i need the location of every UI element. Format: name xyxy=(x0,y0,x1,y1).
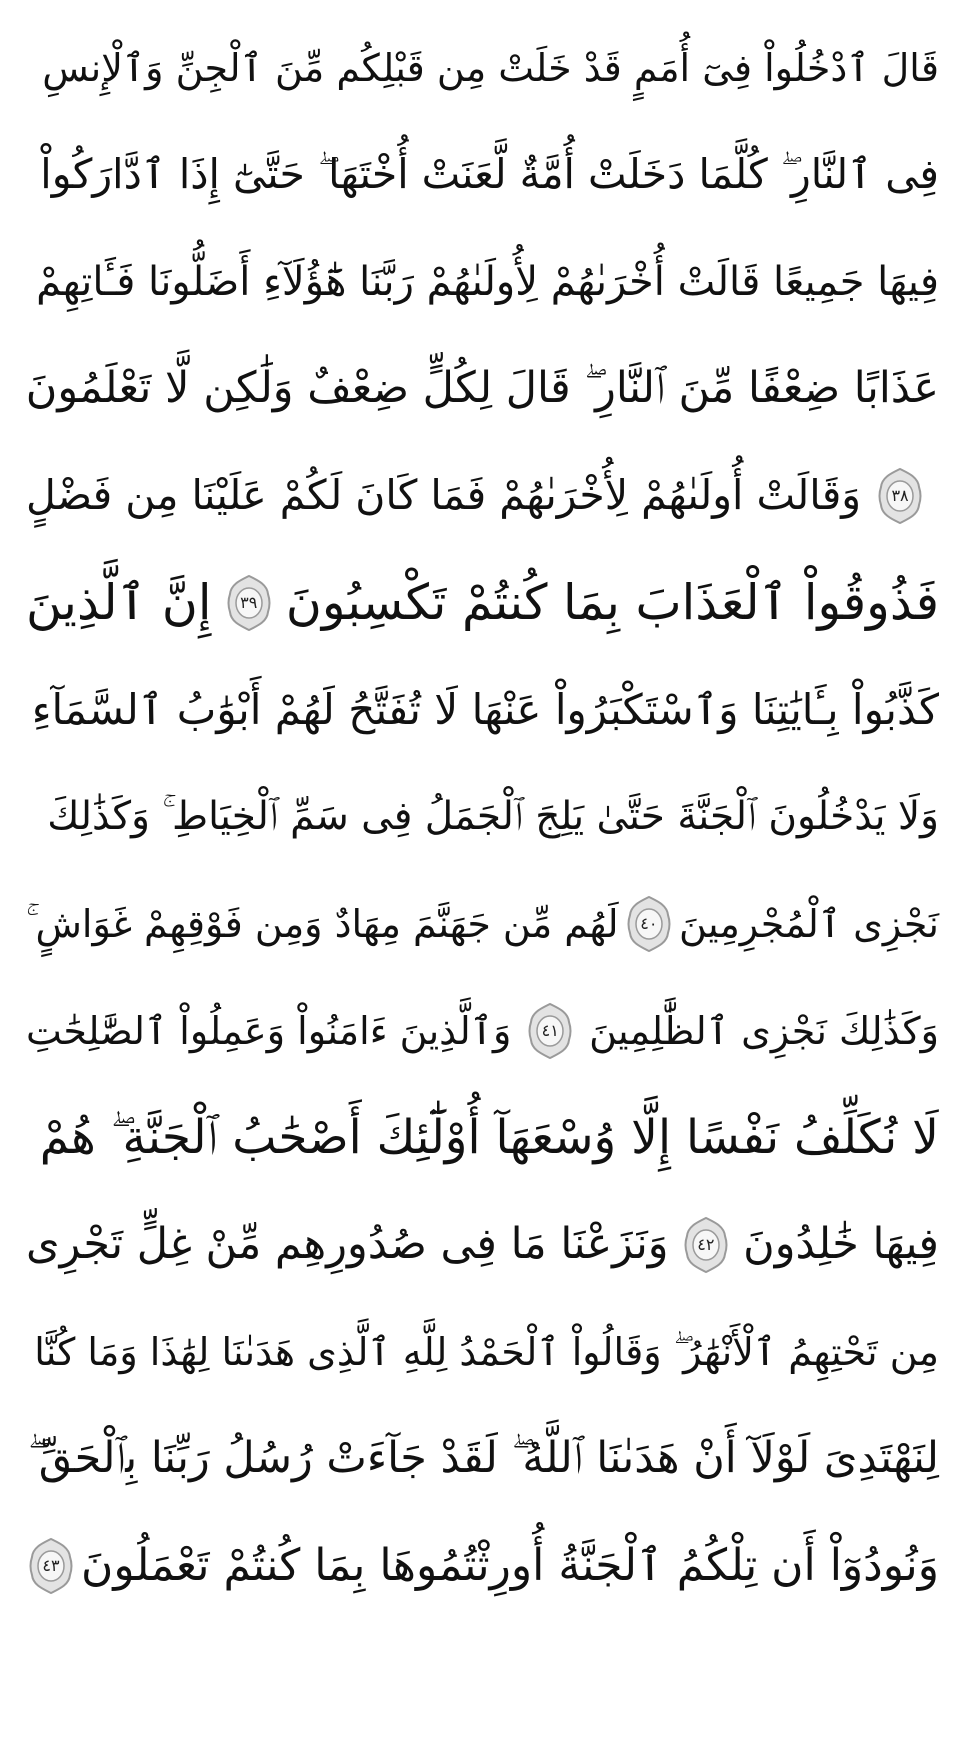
verse-text: وَقَالَتْ أُولَىٰهُمْ لِأُخْرَىٰهُمْ فَمَا كَانَ لَكُمْ عَلَيْنَا مِن فَضْلٍ xyxy=(26,471,862,519)
verse-text: فِى ٱلنَّارِ ۖ كُلَّمَا دَخَلَتْ أُمَّةٌ لَّعَنَتْ أُخْتَهَا ۖ حَتَّىٰٓ إِذَا ٱدَّارَكُواْ xyxy=(40,150,939,198)
ayah-number-marker xyxy=(528,1002,572,1060)
text-line xyxy=(26,656,939,763)
verse-text: فِيهَا خَٰلِدُونَ xyxy=(743,1219,939,1269)
verse-text: وَكَذَٰلِكَ نَجْزِى ٱلظَّٰلِمِينَ xyxy=(589,1008,939,1053)
verse-text: لَهُم مِّن جَهَنَّمَ مِهَادٌ وَمِن فَوْقِهِمْ غَوَاشٍ ۚ xyxy=(26,901,619,946)
verse-text: مِن تَحْتِهِمُ ٱلْأَنْهَٰرُ ۖ وَقَالُواْ ٱلْحَمْدُ لِلَّهِ ٱلَّذِى هَدَىٰنَا لِهَٰذَا وَمَا كُنَّا xyxy=(34,1329,939,1374)
ayah-number-marker xyxy=(29,1537,73,1595)
ayah-number: ٤٢ xyxy=(697,1235,715,1254)
ayah-number-marker xyxy=(627,895,671,953)
verse-text: عَذَابًا ضِعْفًا مِّنَ ٱلنَّارِ ۖ قَالَ لِكُلٍّ ضِعْفٌ وَلَٰكِن لَّا تَعْلَمُونَ xyxy=(25,363,939,413)
text-line xyxy=(26,1405,939,1512)
ayah-number-marker xyxy=(684,1216,728,1274)
ayah-number-marker xyxy=(878,467,922,525)
verse-text: إِنَّ ٱلَّذِينَ xyxy=(26,574,212,631)
text-line xyxy=(26,121,939,228)
text-line xyxy=(26,1512,939,1619)
text-line xyxy=(26,1298,939,1405)
verse-text: لَا نُكَلِّفُ نَفْسًا إِلَّا وُسْعَهَآ أُوْلَٰٓئِكَ أَصْحَٰبُ ٱلْجَنَّةِ ۖ هُمْ xyxy=(39,1110,939,1165)
text-line xyxy=(26,228,939,335)
ayah-number: ٣٨ xyxy=(891,486,909,505)
text-line xyxy=(26,549,939,656)
verse-text: فَذُوقُواْ ٱلْعَذَابَ بِمَا كُنتُمْ تَكْسِبُونَ xyxy=(285,574,939,631)
verse-text: كَذَّبُواْ بِـَٔايَٰتِنَا وَٱسْتَكْبَرُواْ عَنْهَا لَا تُفَتَّحُ لَهُمْ أَبْوَٰبُ ٱلسَّمَآءِ xyxy=(31,684,939,734)
ayah-number: ٤١ xyxy=(541,1021,559,1040)
text-line xyxy=(26,977,939,1084)
ayah-number: ٤٠ xyxy=(640,914,658,933)
text-line xyxy=(26,1084,939,1191)
verse-text: وَٱلَّذِينَ ءَامَنُواْ وَعَمِلُواْ ٱلصَّٰلِحَٰتِ xyxy=(26,1008,512,1053)
text-line xyxy=(26,442,939,549)
verse-text: وَنَزَعْنَا مَا فِى صُدُورِهِم مِّنْ غِلٍّ تَجْرِى xyxy=(26,1219,669,1269)
verse-text: وَلَا يَدْخُلُونَ ٱلْجَنَّةَ حَتَّىٰ يَلِجَ ٱلْجَمَلُ فِى سَمِّ ٱلْخِيَاطِ ۚ وَكَذَٰلِكَ xyxy=(47,794,939,839)
verse-text: فِيهَا جَمِيعًا قَالَتْ أُخْرَىٰهُمْ لِأُولَىٰهُمْ رَبَّنَا هَٰٓؤُلَآءِ أَضَلُّونَا فَـَٔاتِهِمْ xyxy=(36,258,939,305)
verse-text: قَالَ ٱدْخُلُواْ فِىٓ أُمَمٍ قَدْ خَلَتْ مِن قَبْلِكُم مِّنَ ٱلْجِنِّ وَٱلْإِنسِ xyxy=(42,45,939,90)
ayah-number: ٤٣ xyxy=(42,1556,60,1575)
text-line xyxy=(26,14,939,121)
verse-text: وَنُودُوٓاْ أَن تِلْكُمُ ٱلْجَنَّةُ أُورِثْتُمُوهَا بِمَا كُنتُمْ تَعْمَلُونَ xyxy=(81,1539,939,1591)
verse-text: لِنَهْتَدِىَ لَوْلَآ أَنْ هَدَىٰنَا ٱللَّهُ ۖ لَقَدْ جَآءَتْ رُسُلُ رَبِّنَا بِٱلْحَقِّ ۖ xyxy=(27,1433,939,1483)
text-line xyxy=(26,763,939,870)
text-line xyxy=(26,335,939,442)
ayah-number: ٣٩ xyxy=(240,593,258,612)
verse-text: نَجْزِى ٱلْمُجْرِمِينَ xyxy=(679,901,939,946)
text-line xyxy=(26,870,939,977)
ayah-number-marker xyxy=(227,574,271,632)
text-line xyxy=(26,1191,939,1298)
